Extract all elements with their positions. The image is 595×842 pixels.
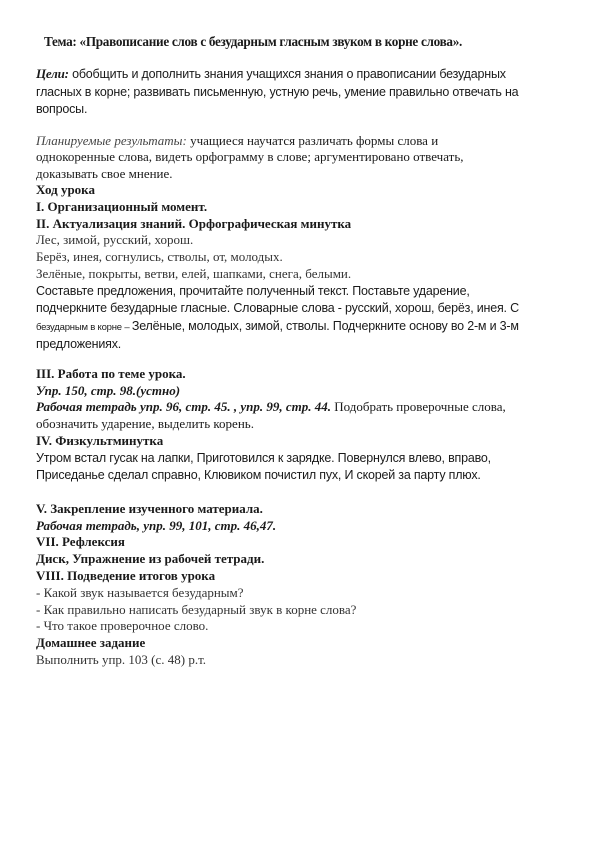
section-8-heading: VIII. Подведение итогов урока <box>36 567 216 583</box>
word-list-3: Зелёные, покрыты, ветви, елей, шапками, снега, белыми. <box>36 265 352 281</box>
task-line-1: Составьте предложения, прочитайте полученный текст. Поставьте ударение, <box>36 283 470 298</box>
results-text-1: учащиеся научатся различать формы слова и <box>186 132 439 148</box>
task-line-2-tail: С <box>510 301 519 316</box>
word-list-2: Берёз, инея, согнулись, стволы, от, молодых. <box>36 249 283 265</box>
lesson-course-heading: Ход урока <box>36 182 95 197</box>
results-paragraph <box>36 133 561 183</box>
section-4-heading: IV. Физкультминутка <box>36 432 164 448</box>
question-1: - Какой звук называется безударным? <box>36 584 244 600</box>
section-5-heading: V. Закрепление изученного материала. <box>36 500 263 516</box>
task-paragraph <box>36 283 561 354</box>
section-7-heading: VII. Рефлексия <box>36 534 125 550</box>
goals-text-2: гласных в корне; развивать письменную, устную речь, умение правильно отвечать на <box>36 84 519 99</box>
word-list-1: Лес, зимой, русский, хорош. <box>36 232 194 248</box>
section-2-heading: II. Актуализация знаний. Орфографическая минутка <box>36 215 352 231</box>
workbook-exercises: Рабочая тетрадь упр. 96, стр. 45. , упр. 99, стр. 44. <box>36 399 332 415</box>
goals-label: Цели: <box>36 66 69 81</box>
exercise-workbook-2: Рабочая тетрадь, упр. 99, 101, стр. 46,47. <box>36 517 277 533</box>
disk-text: Диск, Упражнение из рабочей тетради. <box>36 551 265 567</box>
homework-text: Выполнить упр. 103 (с. 48) р.т. <box>36 651 207 667</box>
exercise-oral: Упр. 150, стр. 98.(устно) <box>36 382 181 398</box>
goals-paragraph <box>36 65 561 119</box>
poem <box>36 450 561 485</box>
task-line-3-small: безударным в корне – <box>36 321 132 333</box>
homework-heading: Домашнее задание <box>36 635 146 651</box>
goals-text-3: вопросы. <box>36 102 88 116</box>
workbook-text-2: обозначить ударение, выделить корень. <box>36 416 254 432</box>
workbook-paragraph <box>36 399 561 433</box>
document-page <box>36 34 561 669</box>
poem-line-2: Приседанье сделал справно, Клювиком почистил пух, И скорей за парту плюх. <box>36 468 481 483</box>
results-label: Планируемые результаты: <box>36 132 187 148</box>
workbook-text-1: Подобрать проверочные слова, <box>331 399 506 415</box>
results-text-3: доказывать свое мнение. <box>36 165 173 181</box>
section-1-heading: I. Организационный момент. <box>36 198 208 214</box>
goals-text-1: обобщить и дополнить знания учащихся знания о правописании безударных <box>68 67 506 81</box>
results-text-2: однокоренные слова, видеть орфограмму в слове; аргументировано отвечать, <box>36 149 464 164</box>
task-line-2: подчеркните безударные гласные. Словарные слова - русский, хорош, берёз, инея. <box>36 301 511 316</box>
task-line-4: предложениях. <box>36 337 122 352</box>
poem-line-1: Утром встал гусак на лапки, Приготовился к зарядке. Повернулся влево, вправо, <box>36 450 491 465</box>
section-3-heading: III. Работа по теме урока. <box>36 365 186 381</box>
lesson-title: Тема: «Правописание слов с безударным гласным звуком в корне слова». <box>44 34 462 49</box>
task-line-3: Зелёные, молодых, зимой, стволы. Подчеркните основу во 2-м и 3-м <box>131 318 519 333</box>
question-2: - Как правильно написать безударный звук в корне слова? <box>36 601 357 617</box>
question-3: - Что такое проверочное слово. <box>36 618 209 634</box>
